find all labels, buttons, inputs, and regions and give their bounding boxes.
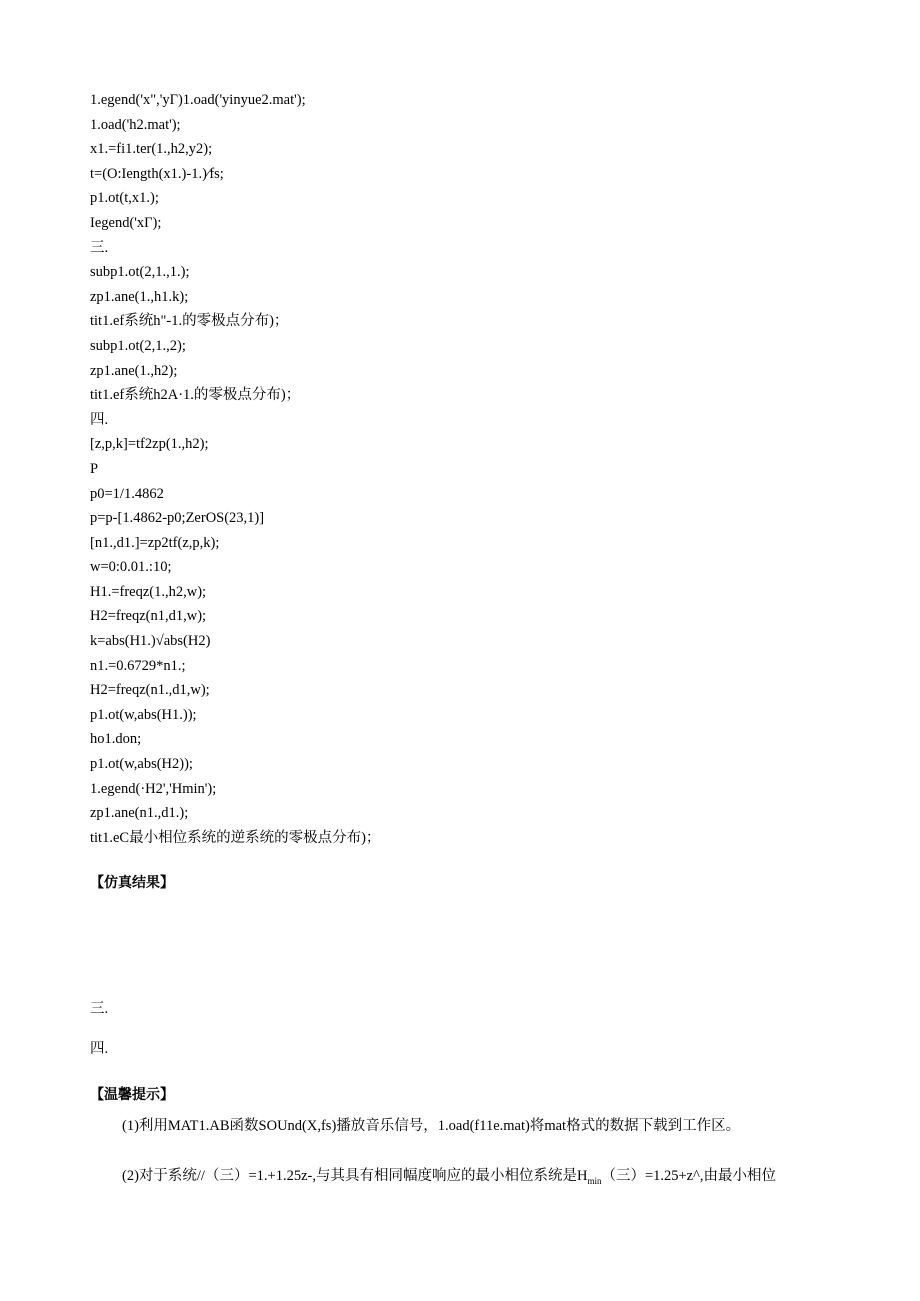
code-line: w=0:0.01.:10; xyxy=(90,559,172,576)
code-line: P xyxy=(90,460,99,477)
code-line: [z,p,k]=tf2zp(1.,h2); xyxy=(90,436,209,453)
code-line: 1.oad('h2.mat'); xyxy=(90,116,181,133)
code-line: ho1.don; xyxy=(90,731,142,748)
result-item-three: 三. xyxy=(90,1001,109,1017)
tip-2-subscript: min xyxy=(587,1175,602,1186)
tip-2-prefix: (2)对于系统//（三）=1.+1.25z-,与其具有相同幅度响应的最小相位系统是H xyxy=(122,1168,588,1184)
code-line: tit1.ef系统h"-1.的零极点分布)； xyxy=(90,313,289,330)
code-line: 1.egend(·H2','Hmin'); xyxy=(90,780,217,797)
code-line: p0=1/1.4862 xyxy=(90,485,164,502)
code-line: x1.=fi1.ter(1.,h2,y2); xyxy=(90,141,213,158)
tips-heading: 【温馨提示】 xyxy=(90,1087,174,1103)
code-line: n1.=0.6729*n1.; xyxy=(90,657,186,674)
tip-2 xyxy=(122,1164,776,1186)
simulation-results-heading: 【仿真结果】 xyxy=(90,875,174,891)
code-line: p=p-[1.4862-p0;ZerOS(23,1)] xyxy=(90,510,265,527)
code-line: subp1.ot(2,1.,1.); xyxy=(90,264,190,281)
code-line: zp1.ane(n1.,d1.); xyxy=(90,805,189,822)
matlab-code-block xyxy=(90,88,380,850)
result-item-four: 四. xyxy=(90,1041,109,1057)
tip-1: (1)利用MAT1.AB函数SOUnd(X,fs)播放音乐信号，1.oad(f11e.mat)将mat格式的数据下载到工作区。 xyxy=(122,1118,741,1134)
code-line: subp1.ot(2,1.,2); xyxy=(90,337,186,354)
code-line: t=(O:Iength(x1.)-1.)⁄fs; xyxy=(90,165,224,182)
code-line: p1.ot(w,abs(H1.)); xyxy=(90,706,197,723)
tip-2-suffix: （三）=1.25+z^,由最小相位 xyxy=(601,1168,777,1184)
code-line: 1.egend('x",'yΓ)1.oad('yinyue2.mat'); xyxy=(90,92,306,108)
code-line: p1.ot(t,x1.); xyxy=(90,190,159,207)
code-line: 四. xyxy=(90,411,109,428)
code-line: p1.ot(w,abs(H2)); xyxy=(90,756,193,773)
code-line: H2=freqz(n1.,d1,w); xyxy=(90,682,210,699)
code-line: Iegend('xΓ); xyxy=(90,214,162,231)
code-line: 三. xyxy=(90,239,109,256)
code-line: tit1.eC最小相位系统的逆系统的零极点分布)； xyxy=(90,829,381,846)
code-line: H2=freqz(n1,d1,w); xyxy=(90,608,207,625)
code-line: H1.=freqz(1.,h2,w); xyxy=(90,583,207,600)
code-line: [n1.,d1.]=zp2tf(z,p,k); xyxy=(90,534,220,551)
code-line: k=abs(H1.)√abs(H2) xyxy=(90,633,211,650)
code-line: tit1.ef系统h2A·1.的零极点分布)； xyxy=(90,387,301,404)
code-line: zp1.ane(1.,h1.k); xyxy=(90,288,189,305)
code-line: zp1.ane(1.,h2); xyxy=(90,362,178,379)
